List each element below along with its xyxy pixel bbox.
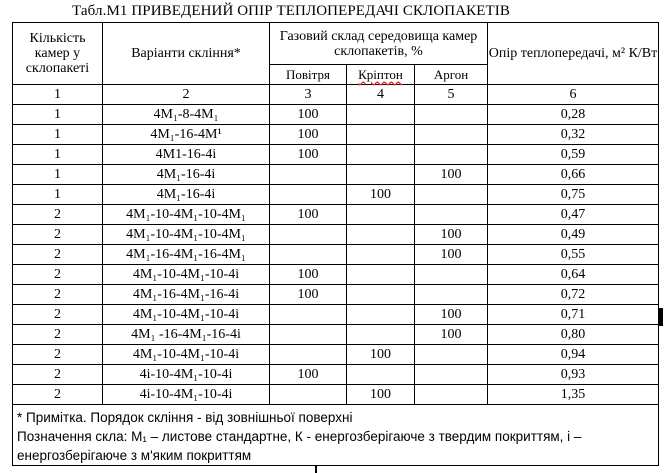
table-row xyxy=(13,225,659,245)
cell-chambers: 2 xyxy=(13,385,103,405)
cell-argon: 100 xyxy=(415,305,488,325)
cell-resistance: 0,64 xyxy=(488,265,659,285)
column-number: 5 xyxy=(415,85,488,105)
cell-chambers: 2 xyxy=(13,245,103,265)
cell-glazing: 4М₁-10-4М₁-10-4і xyxy=(103,305,270,325)
table-row xyxy=(13,325,659,345)
column-number: 4 xyxy=(347,85,415,105)
cell-krypton xyxy=(347,165,415,185)
cell-glazing: 4М₁-16-4М₁-16-4і xyxy=(103,285,270,305)
cell-air: 100 xyxy=(270,105,347,125)
cell-chambers: 2 xyxy=(13,265,103,285)
cell-krypton: 100 xyxy=(347,185,415,205)
cell-air xyxy=(270,225,347,245)
cell-argon xyxy=(415,345,488,365)
cell-air xyxy=(270,325,347,345)
cell-resistance: 0,55 xyxy=(488,245,659,265)
cell-resistance: 0,72 xyxy=(488,285,659,305)
cell-air xyxy=(270,165,347,185)
cell-glazing: 4М₁-16-4М¹ xyxy=(103,125,270,145)
cell-argon xyxy=(415,385,488,405)
table-row xyxy=(13,365,659,385)
cell-chambers: 2 xyxy=(13,325,103,345)
cell-air xyxy=(270,345,347,365)
header-thermal-resistance: Опір теплопередачі, м² К/Вт xyxy=(488,23,659,85)
cell-resistance: 0,59 xyxy=(488,145,659,165)
table-row xyxy=(13,105,659,125)
cell-glazing: 4М₁-16-4і xyxy=(103,185,270,205)
header-air: Повітря xyxy=(270,65,347,85)
cell-resistance: 0,80 xyxy=(488,325,659,345)
cell-chambers: 2 xyxy=(13,365,103,385)
cell-argon: 100 xyxy=(415,325,488,345)
cell-glazing: 4і-10-4М₁-10-4і xyxy=(103,365,270,385)
column-number: 2 xyxy=(103,85,270,105)
cell-resistance: 0,75 xyxy=(488,185,659,205)
thermal-resistance-table xyxy=(12,22,659,466)
cell-resistance: 0,71 xyxy=(488,305,659,325)
cell-krypton: 100 xyxy=(347,385,415,405)
cell-resistance: 0,66 xyxy=(488,165,659,185)
cell-resistance: 0,28 xyxy=(488,105,659,125)
cell-argon: 100 xyxy=(415,245,488,265)
table-notes xyxy=(13,405,659,466)
header-gas-composition: Газовий склад середовища камер склопакетів, % xyxy=(270,23,488,65)
table-row xyxy=(13,165,659,185)
cell-krypton xyxy=(347,285,415,305)
column-number: 6 xyxy=(488,85,659,105)
cell-krypton xyxy=(347,245,415,265)
cell-krypton xyxy=(347,105,415,125)
note-order: * Примітка. Порядок скління - від зовнішньої поверхні xyxy=(17,410,353,425)
cell-resistance: 0,94 xyxy=(488,345,659,365)
cell-air xyxy=(270,305,347,325)
header-krypton-label: Кріптон xyxy=(358,66,403,82)
cell-chambers: 2 xyxy=(13,205,103,225)
cell-chambers: 1 xyxy=(13,145,103,165)
cell-resistance: 0,49 xyxy=(488,225,659,245)
cell-resistance: 0,32 xyxy=(488,125,659,145)
column-number: 3 xyxy=(270,85,347,105)
table-row xyxy=(13,245,659,265)
note-legend: Позначення скла: М₁ – листове стандартне, К - енергозберігаюче з твердим покриттям, і – енергозберігаюче з м'яким покриттям xyxy=(17,429,582,463)
cell-glazing: 4М1-16-4і xyxy=(103,145,270,165)
header-chambers: Кількість камер у склопакеті xyxy=(13,23,103,85)
cell-argon xyxy=(415,205,488,225)
cell-resistance: 0,93 xyxy=(488,365,659,385)
header-glazing: Варіанти скління* xyxy=(103,23,270,85)
cell-argon xyxy=(415,285,488,305)
cell-air: 100 xyxy=(270,265,347,285)
table-row xyxy=(13,145,659,165)
cell-argon: 100 xyxy=(415,225,488,245)
cell-argon xyxy=(415,105,488,125)
cell-argon xyxy=(415,365,488,385)
table-row xyxy=(13,345,659,365)
cell-argon xyxy=(415,145,488,165)
cell-glazing: 4М₁-8-4М₁ xyxy=(103,105,270,125)
cell-resistance: 0,47 xyxy=(488,205,659,225)
cell-argon xyxy=(415,185,488,205)
cell-chambers: 2 xyxy=(13,345,103,365)
table-row xyxy=(13,285,659,305)
table-row xyxy=(13,125,659,145)
table-row xyxy=(13,305,659,325)
table-caption: Табл.М1 ПРИВЕДЕНИЙ ОПІР ТЕПЛОПЕРЕДАЧІ СКЛОПАКЕТІВ xyxy=(72,3,510,19)
column-number: 1 xyxy=(13,85,103,105)
cell-chambers: 1 xyxy=(13,185,103,205)
cell-glazing: 4М₁-10-4М₁-10-4М₁ xyxy=(103,225,270,245)
cell-chambers: 2 xyxy=(13,225,103,245)
header-argon: Аргон xyxy=(415,65,488,85)
cell-chambers: 2 xyxy=(13,305,103,325)
cell-glazing: 4М₁ -16-4М₁-16-4і xyxy=(103,325,270,345)
bottom-marker xyxy=(315,465,317,473)
cell-glazing: 4М₁-10-4М₁-10-4М₁ xyxy=(103,205,270,225)
cell-air: 100 xyxy=(270,205,347,225)
cell-argon: 100 xyxy=(415,165,488,185)
cell-air: 100 xyxy=(270,365,347,385)
cell-chambers: 1 xyxy=(13,125,103,145)
cell-glazing: 4М₁-10-4М₁-10-4і xyxy=(103,265,270,285)
cell-krypton xyxy=(347,325,415,345)
table-row xyxy=(13,385,659,405)
table-row xyxy=(13,205,659,225)
cell-chambers: 1 xyxy=(13,165,103,185)
notes-row xyxy=(13,405,659,466)
cell-argon xyxy=(415,265,488,285)
cell-krypton xyxy=(347,205,415,225)
cell-glazing: 4М₁-10-4М₁-10-4і xyxy=(103,345,270,365)
cell-air: 100 xyxy=(270,125,347,145)
cell-air xyxy=(270,385,347,405)
column-number-row xyxy=(13,85,659,105)
table-row xyxy=(13,185,659,205)
cell-chambers: 2 xyxy=(13,285,103,305)
cell-air: 100 xyxy=(270,145,347,165)
cell-resistance: 1,35 xyxy=(488,385,659,405)
cell-krypton xyxy=(347,365,415,385)
cell-krypton xyxy=(347,305,415,325)
edge-marker xyxy=(659,308,663,326)
cell-krypton xyxy=(347,145,415,165)
cell-air xyxy=(270,185,347,205)
cell-chambers: 1 xyxy=(13,105,103,125)
cell-krypton: 100 xyxy=(347,345,415,365)
table-row xyxy=(13,265,659,285)
cell-argon xyxy=(415,125,488,145)
cell-glazing: 4М₁-16-4М₁-16-4М₁ xyxy=(103,245,270,265)
cell-air: 100 xyxy=(270,285,347,305)
cell-glazing: 4і-10-4М₁-10-4і xyxy=(103,385,270,405)
cell-krypton xyxy=(347,225,415,245)
header-krypton xyxy=(347,65,415,85)
cell-krypton xyxy=(347,265,415,285)
cell-glazing: 4М₁-16-4і xyxy=(103,165,270,185)
cell-krypton xyxy=(347,125,415,145)
cell-air xyxy=(270,245,347,265)
